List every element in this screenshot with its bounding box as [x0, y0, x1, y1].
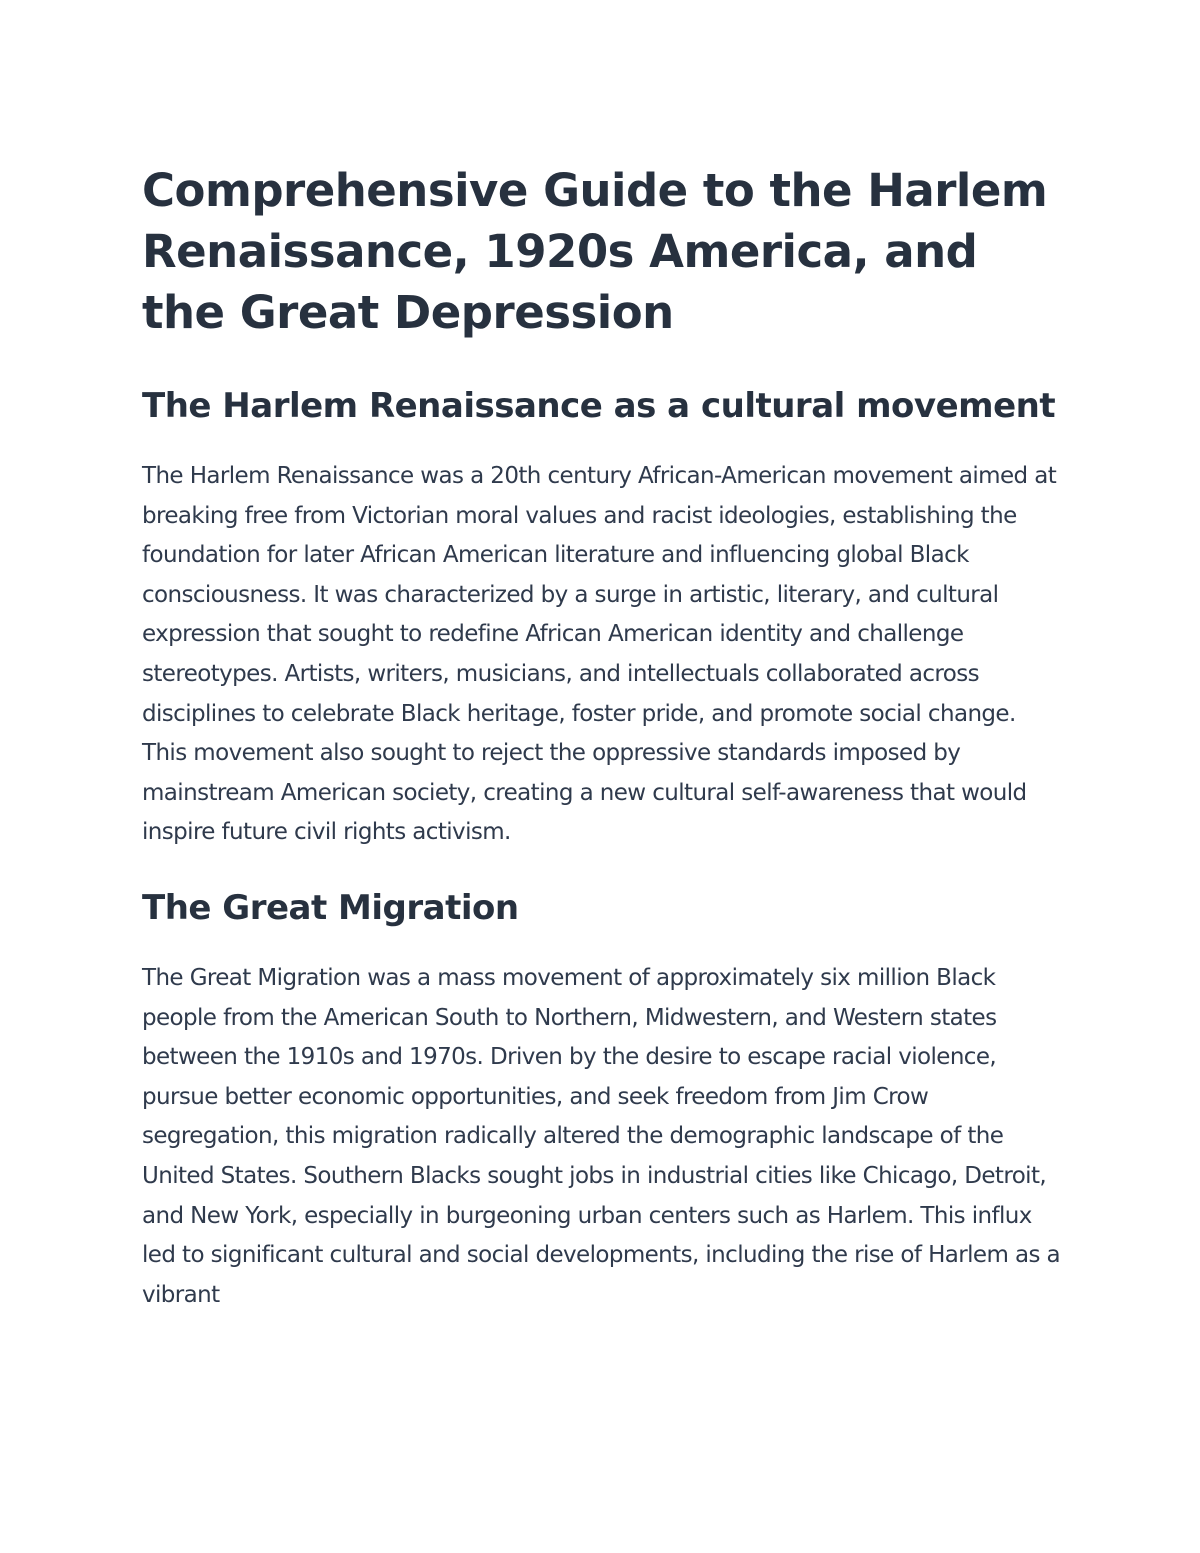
section-heading-great-migration: The Great Migration [142, 887, 519, 928]
section-heading-harlem-renaissance: The Harlem Renaissance as a cultural movement [142, 386, 1056, 426]
section-paragraph-great-migration: The Great Migration was a mass movement of approximately six million Black people from the American South to Northern, Midwestern, and Western states between the 1910s and 1970s. Driven by the desire to escape racial violence, pursue better economic opportunities, and seek freedom from Jim Crow segregation, this migration radically altered the demographic landscape of the United States. Southern Blacks sought jobs in industrial cities like Chicago, Detroit, and New York, especially in burgeoning urban centers such as Harlem. This influx led to significant cultural and social developments, including the rise of Harlem as a vibrant [142, 964, 1061, 1308]
document-title: Comprehensive Guide to the Harlem Renaissance, 1920s America, and the Great Depression [142, 164, 1048, 339]
section-paragraph-harlem-renaissance: The Harlem Renaissance was a 20th century African-American movement aimed at breaking free from Victorian moral values and racist ideologies, establishing the foundation for later African American literature and influencing global Black consciousness. It was characterized by a surge in artistic, literary, and cultural expression that sought to redefine African American identity and challenge stereotypes. Artists, writers, musicians, and intellectuals collaborated across disciplines to celebrate Black heritage, foster pride, and promote social change. This movement also sought to reject the oppressive standards imposed by mainstream American society, creating a new cultural self-awareness that would inspire future civil rights activism. [142, 463, 1057, 846]
document-page [142, 160, 1062, 1315]
